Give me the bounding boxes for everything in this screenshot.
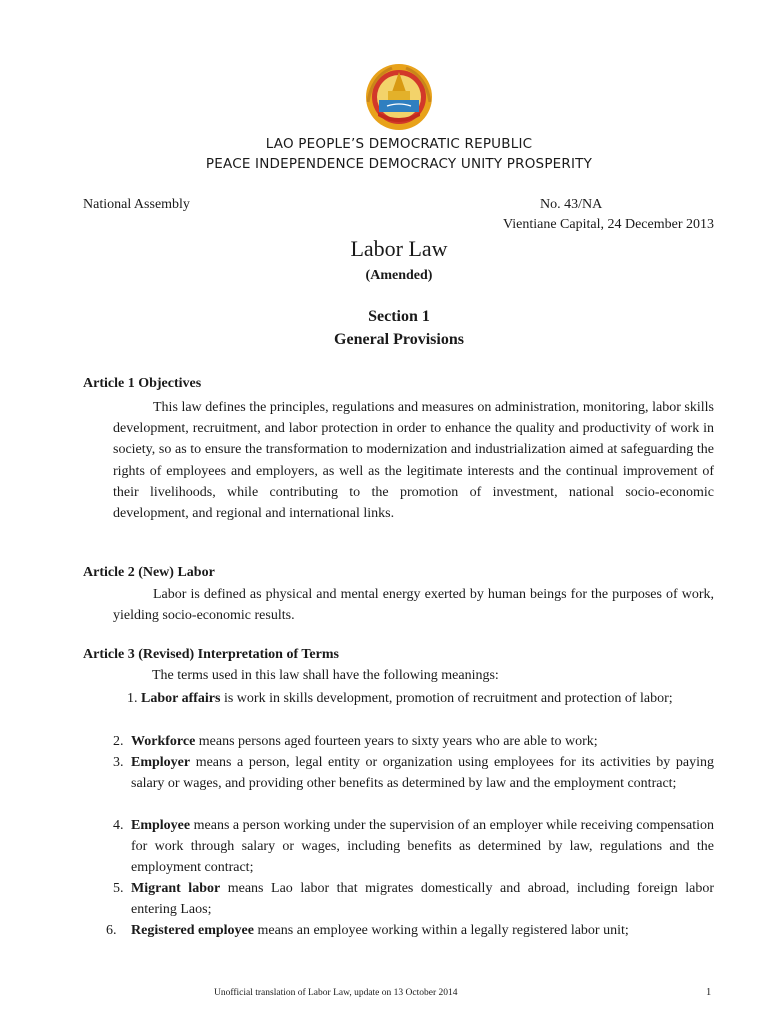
article-3-intro: The terms used in this law shall have the following meanings: <box>152 668 499 683</box>
list-item <box>113 752 714 794</box>
document-subtitle: (Amended) <box>365 268 433 283</box>
article-1-text: This law defines the principles, regulations and measures on administration, monitoring, labor skills development, recruitment, and labor protection in order to enhance the quality and productivity of work in society, so as to ensure the transformation to modernization and industrialization aimed at safeguarding the rights of employees and employers, as well as the legitimate interests and the continual improvement of their livelihoods, while contributing to the promotion of investment, national socio-economic development, and regional and international links. <box>113 400 714 522</box>
section-number: Section 1 <box>368 308 430 325</box>
article-2-text: Labor is defined as physical and mental energy exerted by human beings for the purposes of work, yielding socio-economic results. <box>113 587 714 624</box>
list-item-number: 5. <box>113 881 124 896</box>
footer-note: Unofficial translation of Labor Law, update on 13 October 2014 <box>214 988 458 998</box>
list-item-term: Migrant labor <box>131 881 221 896</box>
list-item-number: 1. <box>127 691 138 706</box>
list-item-term: Employee <box>131 818 191 833</box>
list-item-number: 2. <box>113 734 124 749</box>
place-date: Vientiane Capital, 24 December 2013 <box>502 217 714 232</box>
list-item-definition: is work in skills development, promotion of recruitment and protection of labor; <box>220 691 673 706</box>
national-emblem-icon <box>362 62 436 132</box>
list-item-definition: means Lao labor that migrates domestically and abroad, including foreign labor entering Laos; <box>131 881 715 918</box>
list-item-definition: means persons aged fourteen years to sixty years who are able to work; <box>195 734 598 749</box>
country-name: LAO PEOPLE’S DEMOCRATIC REPUBLIC <box>265 136 533 152</box>
list-item-definition: means an employee working within a legally registered labor unit; <box>253 923 629 938</box>
page-number: 1 <box>706 987 712 998</box>
list-item-definition: means a person working under the supervision of an employer while receiving compensation for work through salary or wages, including benefits as determined by law, regulations and the employment contract; <box>131 818 714 876</box>
list-item <box>113 731 714 752</box>
section-name: General Provisions <box>334 331 464 348</box>
national-motto: PEACE INDEPENDENCE DEMOCRACY UNITY PROSPERITY <box>205 156 593 172</box>
list-item-term: Workforce <box>131 734 196 749</box>
list-item <box>106 920 714 941</box>
document-number: No. 43/NA <box>540 197 603 212</box>
list-item-number: 6. <box>106 923 117 938</box>
list-item <box>113 878 715 920</box>
list-item-definition: means a person, legal entity or organization using employees for its activities by paying salary or wages, and providing other benefits as determined by law and the employment contract; <box>131 755 714 792</box>
article-3-heading: Article 3 (Revised) Interpretation of Terms <box>83 647 339 662</box>
list-item-term: Labor affairs <box>141 691 221 706</box>
article-2-heading: Article 2 (New) Labor <box>83 565 215 580</box>
list-item <box>113 688 714 709</box>
article-1-heading: Article 1 Objectives <box>83 376 202 391</box>
list-item-number: 3. <box>113 755 124 770</box>
list-item-term: Employer <box>131 755 191 770</box>
list-item-term: Registered employee <box>131 923 254 938</box>
issuer: National Assembly <box>83 197 190 212</box>
list-item <box>113 815 714 879</box>
document-title: Labor Law <box>350 236 448 261</box>
list-item-number: 4. <box>113 818 124 833</box>
